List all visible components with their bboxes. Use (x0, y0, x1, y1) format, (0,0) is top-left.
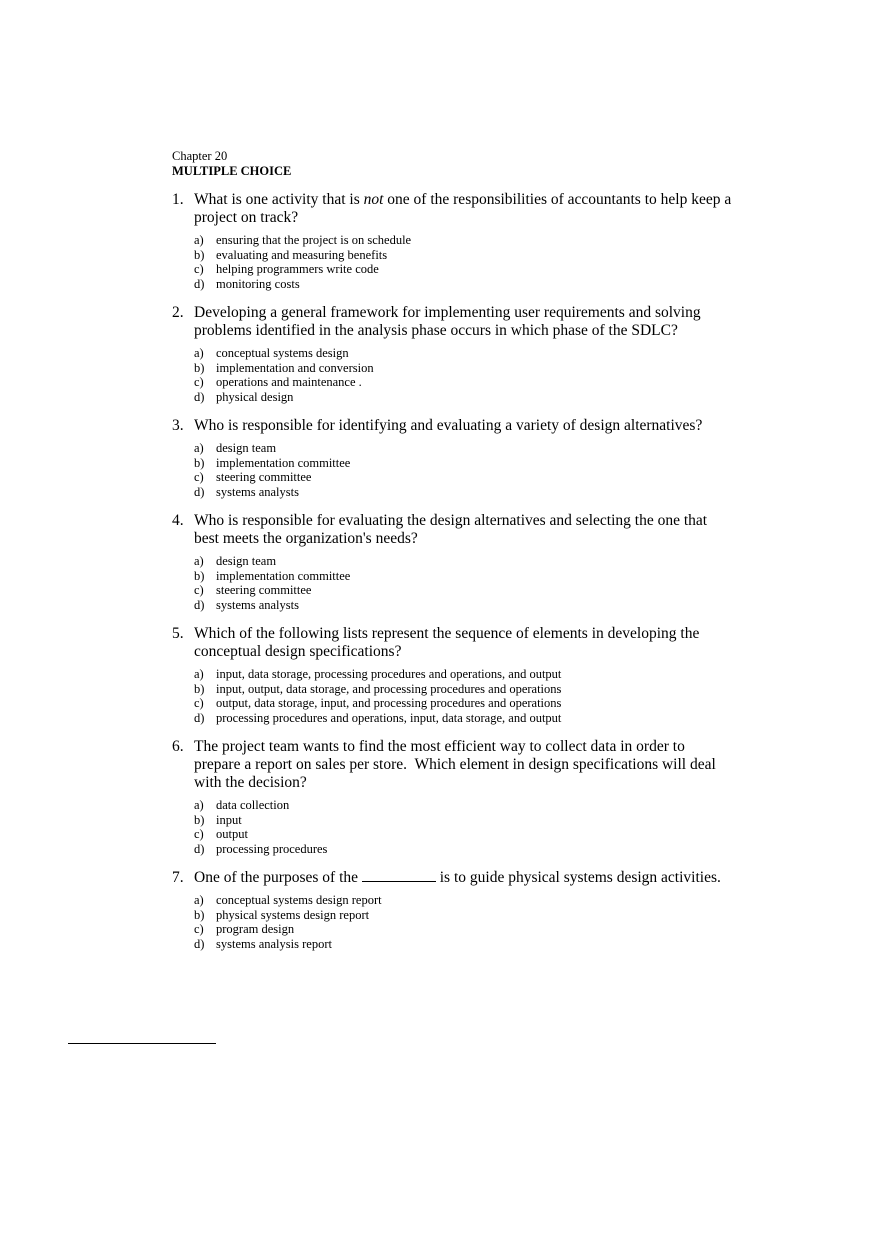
option-b: b) implementation committee (194, 568, 351, 583)
question-number: 6. (172, 738, 184, 755)
option-d: d) systems analysts (194, 484, 299, 499)
question-2 (172, 304, 732, 404)
question-text: The project team wants to find the most efficient way to collect data in order to prepare a report on sales per store. Which element in design specifications will deal with the decision? (194, 738, 720, 791)
question-text: What is one activity that is not one of the responsibilities of accountants to help keep a project on track? (194, 191, 732, 226)
option-d: d) processing procedures and operations, input, data storage, and output (194, 710, 562, 725)
option-a: a) design team (194, 441, 277, 455)
option-a: a) ensuring that the project is on schedule (194, 233, 412, 247)
question-text: Who is responsible for evaluating the design alternatives and selecting the one that best meets the organization's needs? (194, 512, 708, 547)
question-text: One of the purposes of the is to guide physical systems design activities. (194, 869, 721, 886)
question-number: 1. (172, 191, 184, 208)
option-list (194, 441, 732, 499)
question-4 (172, 512, 732, 612)
option-c: c) output (194, 827, 248, 841)
option-list (194, 233, 732, 291)
question-1 (172, 191, 732, 291)
answer-blank (362, 869, 436, 882)
question-number: 2. (172, 304, 184, 321)
footnote-separator-line (68, 1043, 216, 1044)
option-list (194, 667, 732, 725)
option-c: c) steering committee (194, 583, 312, 597)
option-a: a) data collection (194, 798, 290, 812)
option-b: b) evaluating and measuring benefits (194, 247, 388, 262)
question-5 (172, 625, 732, 725)
option-b: b) input (194, 812, 242, 827)
question-text: Which of the following lists represent the sequence of elements in developing the conceptual design specifications? (194, 625, 700, 660)
option-c: c) steering committee (194, 470, 312, 484)
option-d: d) processing procedures (194, 841, 328, 856)
emphasis-not: not (363, 191, 384, 208)
option-b: b) implementation and conversion (194, 360, 374, 375)
option-list (194, 798, 732, 856)
option-d: d) systems analysts (194, 597, 299, 612)
option-list (194, 893, 732, 951)
option-list (194, 554, 732, 612)
option-a: a) conceptual systems design report (194, 893, 382, 907)
question-text: Who is responsible for identifying and evaluating a variety of design alternatives? (194, 417, 703, 434)
option-b: b) input, output, data storage, and processing procedures and operations (194, 681, 562, 696)
option-b: b) implementation committee (194, 455, 351, 470)
option-a: a) conceptual systems design (194, 346, 349, 360)
option-a: a) design team (194, 554, 277, 568)
question-number: 3. (172, 417, 184, 434)
option-list (194, 346, 732, 404)
option-c: c) program design (194, 922, 295, 936)
option-d: d) physical design (194, 389, 294, 404)
option-a: a) input, data storage, processing procedures and operations, and output (194, 667, 562, 681)
question-number: 7. (172, 869, 184, 886)
question-number: 4. (172, 512, 184, 529)
question-3 (172, 417, 732, 499)
question-list (172, 149, 732, 951)
question-text: Developing a general framework for implementing user requirements and solving problems identified in the analysis phase occurs in which phase of the SDLC? (194, 304, 701, 339)
option-d: d) monitoring costs (194, 276, 300, 291)
option-c: c) helping programmers write code (194, 262, 379, 276)
question-7 (172, 869, 732, 951)
option-c: c) operations and maintenance . (194, 375, 362, 389)
option-b: b) physical systems design report (194, 907, 370, 922)
question-number: 5. (172, 625, 184, 642)
section-title: MULTIPLE CHOICE (172, 164, 292, 178)
chapter-label: Chapter 20 (172, 149, 228, 163)
option-c: c) output, data storage, input, and processing procedures and operations (194, 696, 562, 710)
question-6 (172, 738, 732, 856)
option-d: d) systems analysis report (194, 936, 332, 951)
